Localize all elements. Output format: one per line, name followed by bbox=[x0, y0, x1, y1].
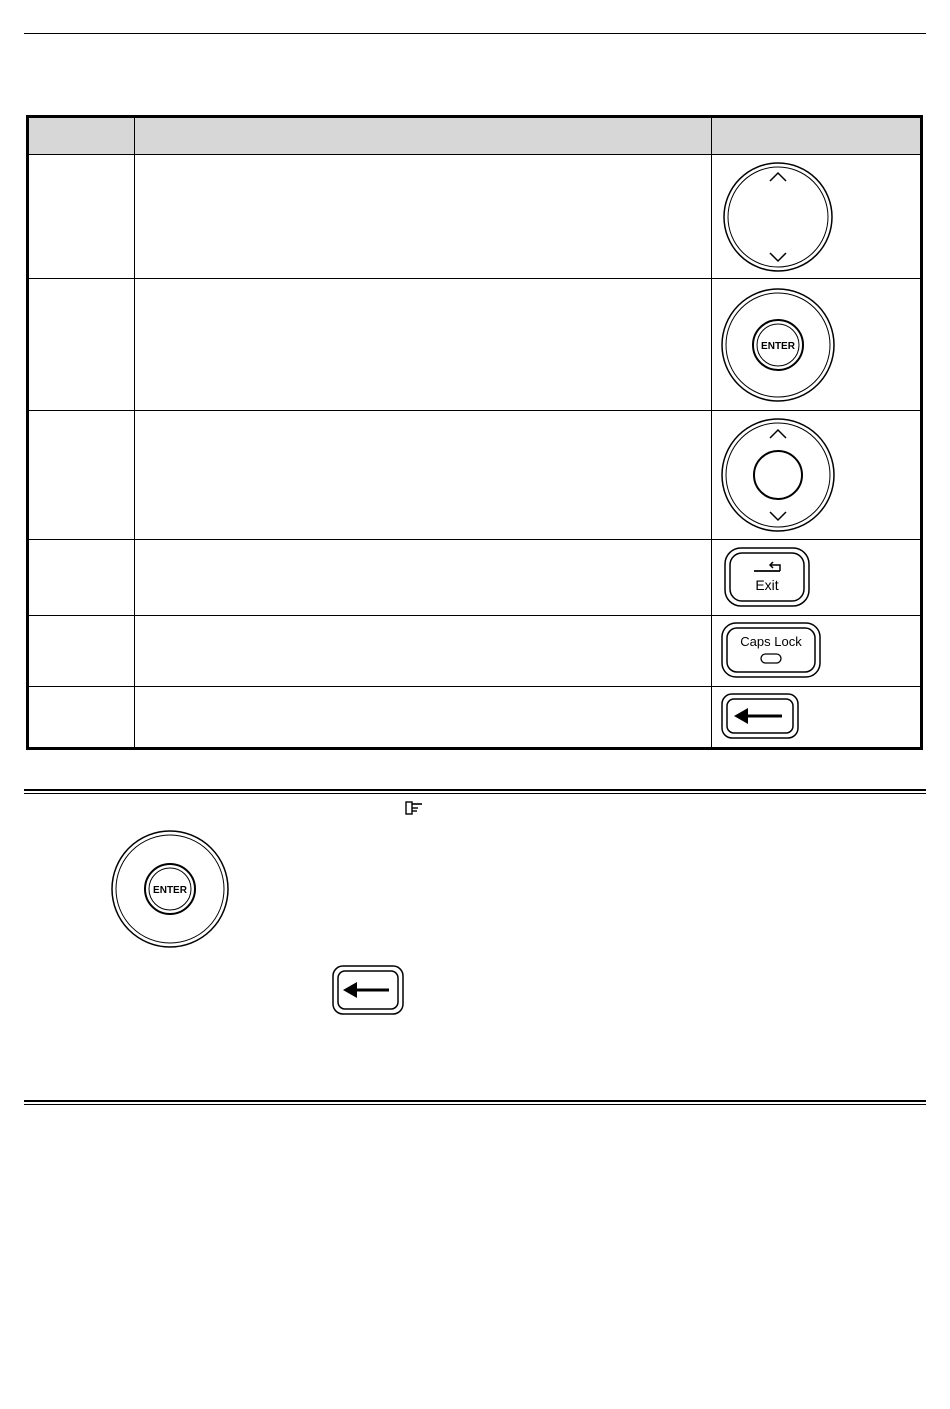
row-image bbox=[712, 155, 922, 279]
table-row bbox=[28, 687, 922, 749]
header-col-image bbox=[712, 117, 922, 155]
row-description bbox=[135, 540, 712, 616]
exit-key-icon bbox=[720, 546, 816, 610]
key-function-table bbox=[26, 115, 923, 750]
top-rule bbox=[24, 33, 926, 34]
section-rule-top bbox=[24, 789, 926, 794]
enter-key-label: ENTER bbox=[761, 340, 795, 352]
row-key-name bbox=[28, 155, 135, 279]
table-row bbox=[28, 279, 922, 411]
scroll-wheel-icon bbox=[720, 417, 840, 533]
table-row bbox=[28, 411, 922, 540]
row-image bbox=[712, 616, 922, 687]
note-enter-label: ENTER bbox=[153, 885, 187, 896]
exit-key-label: Exit bbox=[755, 576, 779, 593]
note-backspace-key-icon bbox=[331, 964, 405, 1018]
table-header-row bbox=[28, 117, 922, 155]
row-key-name bbox=[28, 411, 135, 540]
row-description bbox=[135, 155, 712, 279]
updown-wheel-icon bbox=[720, 162, 840, 272]
row-description bbox=[135, 411, 712, 540]
row-image bbox=[712, 279, 922, 411]
caps-lock-key-label: Caps Lock bbox=[740, 634, 802, 649]
row-image bbox=[712, 687, 922, 749]
table-row bbox=[28, 616, 922, 687]
backspace-key-icon bbox=[720, 692, 804, 742]
header-col-description bbox=[135, 117, 712, 155]
header-col-key bbox=[28, 117, 135, 155]
row-key-name bbox=[28, 687, 135, 749]
note-enter-wheel-icon bbox=[110, 829, 232, 951]
caps-lock-key-icon bbox=[720, 621, 824, 681]
row-image bbox=[712, 540, 922, 616]
table-row bbox=[28, 155, 922, 279]
section-rule-bottom bbox=[24, 1100, 926, 1105]
pointing-hand-icon bbox=[405, 801, 423, 815]
table-row bbox=[28, 540, 922, 616]
enter-wheel-icon bbox=[720, 287, 840, 403]
row-description bbox=[135, 279, 712, 411]
row-key-name bbox=[28, 616, 135, 687]
row-key-name bbox=[28, 540, 135, 616]
row-image bbox=[712, 411, 922, 540]
row-description bbox=[135, 616, 712, 687]
row-key-name bbox=[28, 279, 135, 411]
row-description bbox=[135, 687, 712, 749]
